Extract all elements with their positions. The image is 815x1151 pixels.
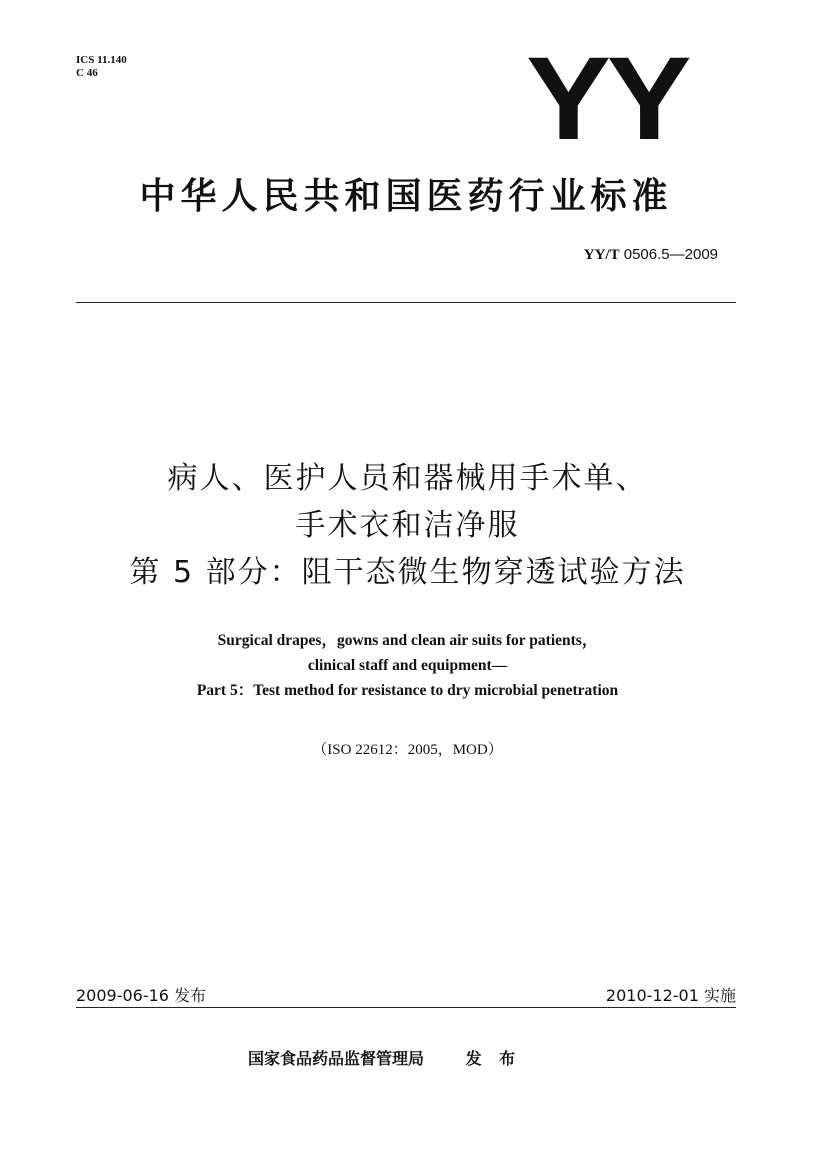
yy-logo: YY [526, 33, 688, 165]
organization-title: 中华人民共和国医药行业标准 [139, 176, 673, 217]
classification-codes [76, 54, 127, 80]
standard-code-prefix: YY/T [583, 247, 620, 263]
footer-divider [76, 1007, 736, 1008]
issue-date: 2009-06-16 发布 [76, 986, 207, 1005]
ccs-code: C 46 [76, 67, 98, 79]
ics-code: ICS 11.140 [76, 54, 127, 66]
chinese-title-line-3: 第 5 部分：阻干态微生物穿透试验方法 [129, 555, 686, 590]
chinese-title-line-2: 手术衣和洁净服 [295, 508, 520, 543]
english-title-line-2: clinical staff and equipment— [307, 657, 508, 674]
english-title-line-3: Part 5：Test method for resistance to dry microbial penetration [196, 682, 619, 699]
english-title [60, 628, 755, 703]
standard-code-number: 0506.5—2009 [623, 246, 718, 263]
publish-label: 发 布 [465, 1049, 522, 1068]
chinese-title [60, 455, 755, 596]
iso-adoption: （ISO 22612：2005，MOD） [312, 742, 503, 758]
standard-number [584, 246, 718, 264]
effective-date: 2010-12-01 实施 [605, 986, 736, 1005]
issuer-name: 国家食品药品监督管理局 [248, 1049, 425, 1068]
english-title-line-1: Surgical drapes，gowns and clean air suits for patients， [217, 632, 598, 649]
chinese-title-line-1: 病人、医护人员和器械用手术单、 [167, 461, 648, 496]
issuer-block [248, 1046, 521, 1069]
header-divider [76, 302, 736, 303]
